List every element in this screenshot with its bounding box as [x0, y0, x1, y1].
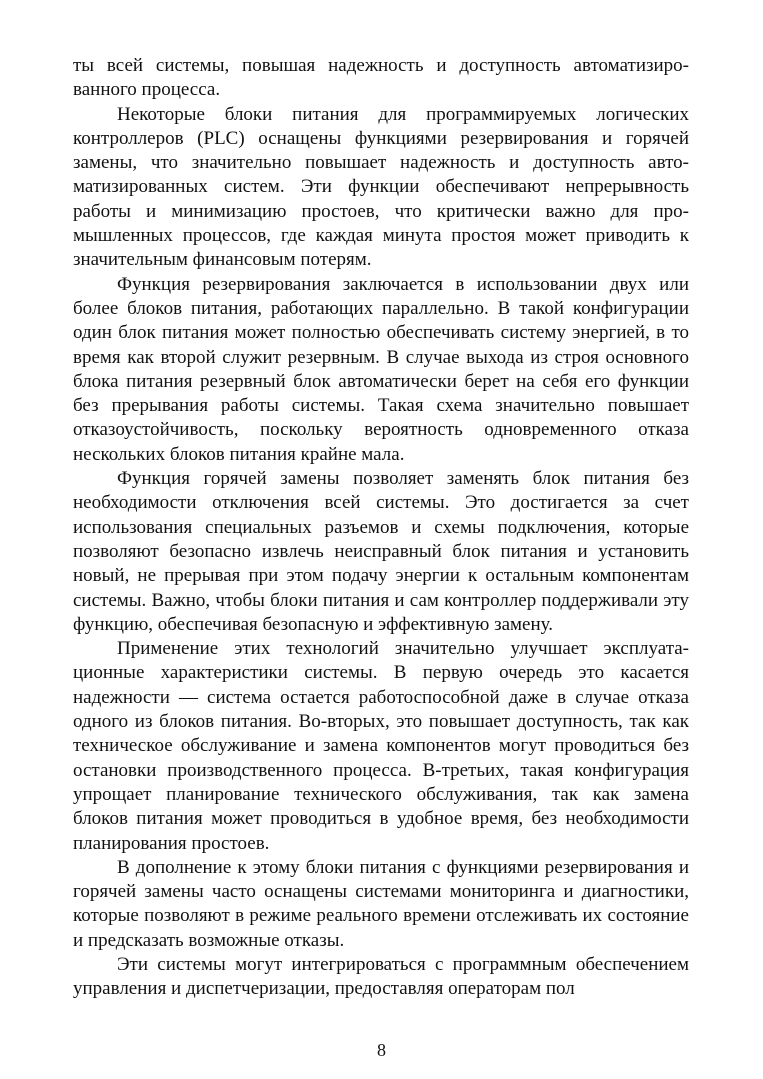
paragraph-hot-swap: Функция горячей замены позволяет заменять блок питания без необходимости отключения всей системы. Это достигается за счет использования специальных разъемов и схемы подключения, которые позволяют безопасно извлечь неисправный блок питания и установить новый, не прерывая при этом подачу энергии к остальным компонентам системы. Важно, чтобы блоки питания и сам контроллер поддерживали эту функцию, обеспечивая безопасную и эффективную замену. — [73, 468, 689, 635]
page-body — [73, 54, 689, 1002]
paragraph-redundancy-intro: Некоторые блоки питания для программируемых логических контроллеров (PLC) оснащены функциями резервирования и горячей замены, что значительно повышает надежность и доступность автоматизированных систем. Эти функции обеспечивают непрерывность работы и минимизацию простоев, что критически важно для промышленных процессов, где каждая минута простоя может приводить к значительным финансовым потерям. — [73, 103, 689, 271]
paragraph-benefits: Применение этих технологий значительно улучшает эксплуатационные характеристики системы. В первую очередь это касается надежности — система остается работоспособной даже в случае отказа одного из блоков питания. Во-вторых, это повышает доступность, так как техническое обслуживание и замена компонентов могут проводиться без остановки производственного процесса. В-третьих, такая конфигурация упрощает планирование технического обслуживания, так как замена блоков питания может проводиться в удобное время, без необходимости планирования простоев. — [73, 638, 689, 854]
paragraph-continuation: ты всей системы, повышая надежность и доступность автоматизированного процесса. — [73, 55, 689, 101]
paragraph-integration: Эти системы могут интегрироваться с программным обеспечением управления и диспетчеризации, предоставляя операторам пол — [73, 953, 689, 1000]
paragraph-monitoring: В дополнение к этому блоки питания с функциями резервирования и горячей замены часто оснащены системами мониторинга и диагностики, которые позволяют в режиме реального времени отслеживать их состояние и предсказать возможные отказы. — [73, 856, 689, 951]
paragraph-redundancy-function: Функция резервирования заключается в использовании двух или более блоков питания, работающих параллельно. В такой конфигурации один блок питания может полностью обеспечивать систему энергией, в то время как второй служит резервным. В случае выхода из строя основного блока питания резервный блок автоматически берет на себя его функции без прерывания работы системы. Такая схема значительно повышает отказоустойчивость, поскольку вероятность одновременного отказа нескольких блоков питания крайне мала. — [73, 273, 689, 465]
page-number: 8 — [377, 1040, 386, 1060]
